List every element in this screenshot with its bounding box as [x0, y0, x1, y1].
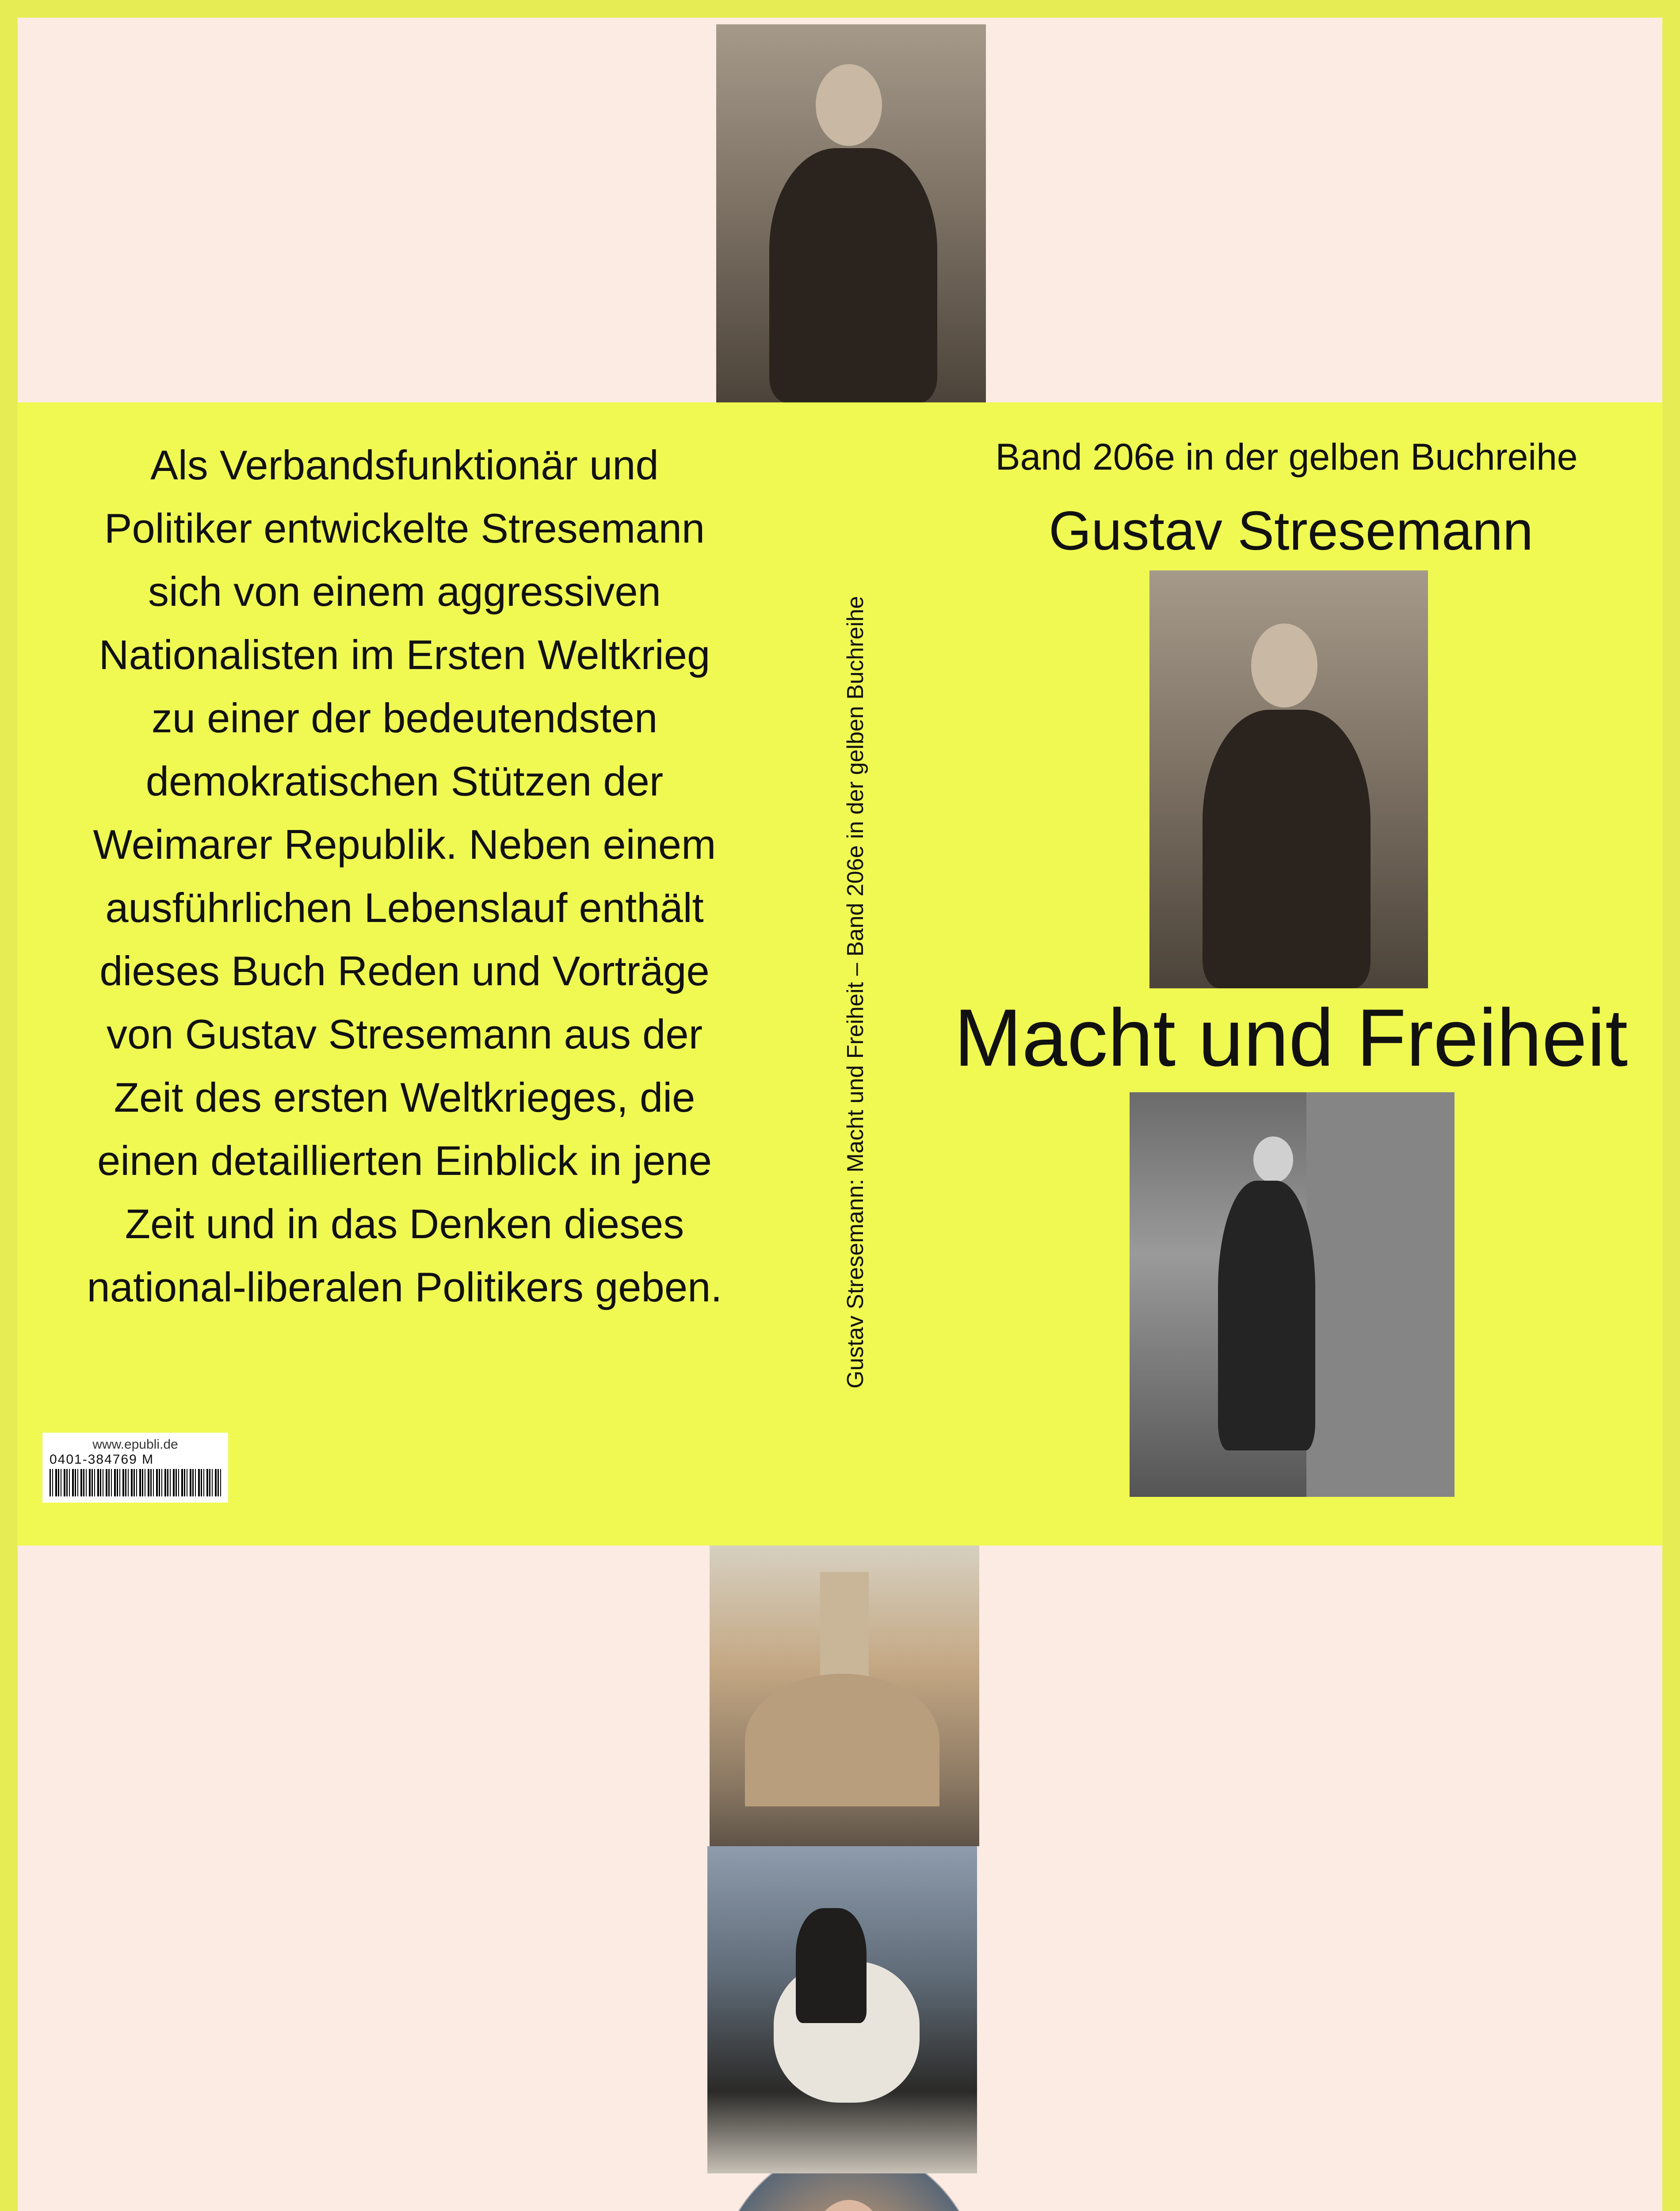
street-photo — [1130, 1092, 1455, 1497]
rider-painting — [707, 1846, 977, 2173]
blurb-line: Politiker entwickelte Stresemann — [104, 505, 705, 551]
barcode-label — [42, 1433, 228, 1503]
blurb-line: zu einer der bedeutendsten — [151, 695, 658, 741]
series-label: Band 206e in der gelben Buchreihe — [995, 436, 1578, 478]
barcode-bars — [50, 1469, 221, 1496]
barcode-number: 0401-384769 M — [50, 1452, 154, 1467]
author-name: Gustav Stresemann — [1049, 501, 1533, 562]
blurb-line: einen detaillierten Einblick in jene — [97, 1137, 712, 1184]
blurb-line: Weimarer Republik. Neben einem — [93, 821, 716, 868]
blurb-line: Zeit des ersten Weltkrieges, die — [114, 1074, 695, 1121]
portrait-photo-front — [1149, 570, 1428, 988]
blurb-line: Nationalisten im Ersten Weltkrieg — [99, 631, 710, 678]
blurb-line: demokratischen Stützen der — [145, 758, 664, 804]
blurb-line: sich von einem aggressiven — [148, 568, 661, 615]
spine-title: Gustav Stresemann: Macht und Freiheit – Band 206e in der gelben Buchreihe — [843, 596, 868, 1389]
blurb-line: Als Verbandsfunktionär und — [150, 442, 659, 488]
blurb-line: national-liberalen Politikers geben. — [87, 1264, 722, 1310]
portrait-photo-top — [716, 24, 986, 402]
church-painting — [710, 1545, 979, 1846]
blurb-line: dieses Buch Reden und Vorträge — [99, 948, 710, 994]
blurb-line: von Gustav Stresemann aus der — [106, 1011, 703, 1057]
blurb-line: Zeit und in das Denken dieses — [125, 1201, 684, 1247]
blurb-line: ausführlichen Lebenslauf enthält — [105, 884, 704, 931]
king-portrait-painting — [714, 2173, 984, 2211]
barcode-site: www.epubli.de — [92, 1437, 178, 1452]
book-title: Macht und Freiheit — [954, 992, 1628, 1083]
back-cover-blurb — [40, 433, 769, 1319]
